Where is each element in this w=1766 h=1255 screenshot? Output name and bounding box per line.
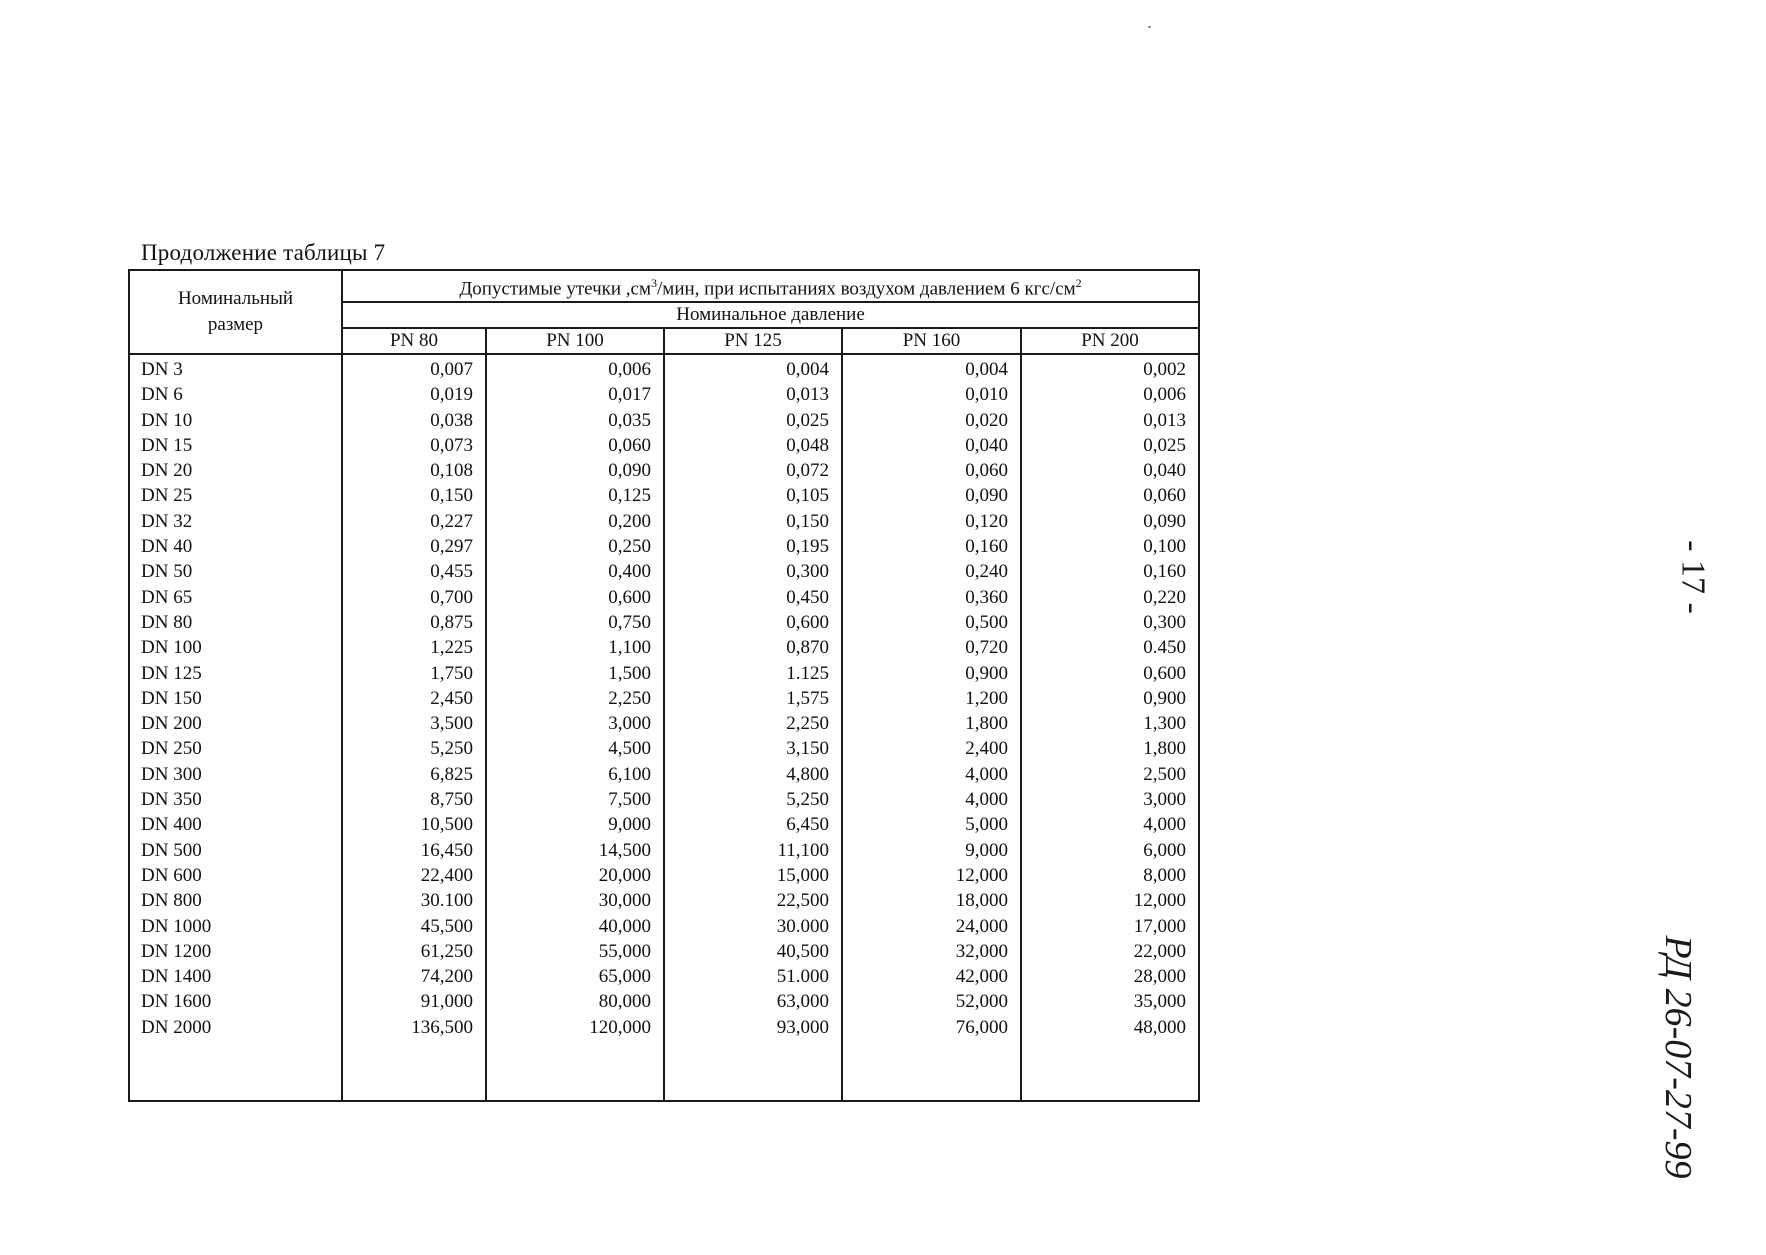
- leakage-value-cell: 0,500: [842, 610, 1021, 635]
- table-row: [129, 383, 1199, 408]
- leakage-value-cell: 1.125: [664, 661, 842, 686]
- nominal-size-cell: DN 25: [129, 484, 342, 509]
- document-code-text: РД 26-07-27-99: [1657, 935, 1699, 1179]
- leakage-value-cell: 0,700: [342, 585, 486, 610]
- leakage-value-cell: 80,000: [486, 990, 664, 1015]
- empty-cell: [129, 1040, 342, 1101]
- leakage-value-cell: 0,007: [342, 354, 486, 382]
- leakage-value-cell: 1,750: [342, 661, 486, 686]
- nominal-size-cell: DN 350: [129, 787, 342, 812]
- leakage-value-cell: 8,000: [1021, 863, 1199, 888]
- leakage-value-cell: 7,500: [486, 787, 664, 812]
- table-row: [129, 762, 1199, 787]
- nominal-size-cell: DN 1400: [129, 964, 342, 989]
- leakage-value-cell: 0,360: [842, 585, 1021, 610]
- table-row: [129, 534, 1199, 559]
- nominal-size-cell: DN 40: [129, 534, 342, 559]
- leakage-value-cell: 0,060: [486, 433, 664, 458]
- nominal-size-cell: DN 65: [129, 585, 342, 610]
- nominal-size-cell: DN 3: [129, 354, 342, 382]
- leakage-value-cell: 0,195: [664, 534, 842, 559]
- leakage-value-cell: 28,000: [1021, 964, 1199, 989]
- leakage-value-cell: 61,250: [342, 939, 486, 964]
- empty-cell: [486, 1040, 664, 1101]
- leakage-value-cell: 0,002: [1021, 354, 1199, 382]
- table-row: [129, 863, 1199, 888]
- leakage-value-cell: 55,000: [486, 939, 664, 964]
- leakage-value-cell: 0,125: [486, 484, 664, 509]
- nominal-size-cell: DN 1200: [129, 939, 342, 964]
- nominal-size-cell: DN 400: [129, 813, 342, 838]
- allowed-leakage-header: [342, 270, 1199, 302]
- leakage-value-cell: 15,000: [664, 863, 842, 888]
- leak-header-prefix: Допустимые утечки ,см: [459, 278, 652, 300]
- table-row: [129, 787, 1199, 812]
- leakage-value-cell: 0,160: [1021, 560, 1199, 585]
- size-header-line-2: размер: [207, 314, 264, 336]
- leakage-value-cell: 35,000: [1021, 990, 1199, 1015]
- column-header-pn: PN 80: [342, 328, 486, 354]
- table-row: [129, 636, 1199, 661]
- leakage-value-cell: 0,090: [486, 459, 664, 484]
- leakage-value-cell: 10,500: [342, 813, 486, 838]
- nominal-size-cell: DN 150: [129, 686, 342, 711]
- leakage-value-cell: 0,297: [342, 534, 486, 559]
- leakage-value-cell: 0,004: [664, 354, 842, 382]
- table-row: [129, 990, 1199, 1015]
- nominal-size-cell: DN 500: [129, 838, 342, 863]
- leakage-value-cell: 0,105: [664, 484, 842, 509]
- table-caption: Продолжение таблицы 7: [141, 240, 386, 265]
- nominal-size-cell: DN 6: [129, 383, 342, 408]
- column-header-pn: PN 100: [486, 328, 664, 354]
- column-header-pn: PN 200: [1021, 328, 1199, 354]
- leakage-value-cell: 3,000: [486, 711, 664, 736]
- nominal-size-cell: DN 2000: [129, 1015, 342, 1040]
- table-row: [129, 914, 1199, 939]
- leakage-value-cell: 0,013: [664, 383, 842, 408]
- leakage-value-cell: 0,090: [842, 484, 1021, 509]
- leakage-value-cell: 93,000: [664, 1015, 842, 1040]
- nominal-size-cell: DN 300: [129, 762, 342, 787]
- leakage-value-cell: 0,040: [1021, 459, 1199, 484]
- leakage-value-cell: 4,000: [842, 787, 1021, 812]
- leakage-value-cell: 0,073: [342, 433, 486, 458]
- leak-header-middle: /мин, при испытаниях воздухом давлением 6 кгс/см: [657, 278, 1076, 300]
- leakage-value-cell: 11,100: [664, 838, 842, 863]
- page-number: [1673, 482, 1713, 672]
- leakage-value-cell: 3,500: [342, 711, 486, 736]
- leakage-value-cell: 0,040: [842, 433, 1021, 458]
- leakage-value-cell: 20,000: [486, 863, 664, 888]
- leakage-value-cell: 0,455: [342, 560, 486, 585]
- leakage-value-cell: 12,000: [842, 863, 1021, 888]
- leakage-value-cell: 0,720: [842, 636, 1021, 661]
- leakage-value-cell: 51.000: [664, 964, 842, 989]
- scan-speck: [1148, 26, 1151, 28]
- leak-header-sup-square: 2: [1075, 276, 1082, 290]
- leakage-value-cell: 1,225: [342, 636, 486, 661]
- leakage-value-cell: 24,000: [842, 914, 1021, 939]
- table-row: [129, 1015, 1199, 1040]
- leakage-value-cell: 5,000: [842, 813, 1021, 838]
- leakage-value-cell: 0,060: [1021, 484, 1199, 509]
- table-row: [129, 813, 1199, 838]
- leakage-value-cell: 0,870: [664, 636, 842, 661]
- table-row: [129, 737, 1199, 762]
- empty-filler-row: [129, 1040, 1199, 1101]
- leakage-value-cell: 0,019: [342, 383, 486, 408]
- leakage-value-cell: 0,006: [1021, 383, 1199, 408]
- leakage-value-cell: 0,600: [486, 585, 664, 610]
- table-row: [129, 838, 1199, 863]
- empty-cell: [842, 1040, 1021, 1101]
- leakage-value-cell: 45,500: [342, 914, 486, 939]
- leakage-value-cell: 0,108: [342, 459, 486, 484]
- nominal-size-cell: DN 32: [129, 509, 342, 534]
- leakage-value-cell: 18,000: [842, 889, 1021, 914]
- leakage-value-cell: 1,800: [1021, 737, 1199, 762]
- leakage-value-cell: 3,150: [664, 737, 842, 762]
- leakage-value-cell: 0.450: [1021, 636, 1199, 661]
- leakage-value-cell: 52,000: [842, 990, 1021, 1015]
- leakage-value-cell: 0,150: [342, 484, 486, 509]
- leakage-value-cell: 0,200: [486, 509, 664, 534]
- leakage-value-cell: 91,000: [342, 990, 486, 1015]
- leakage-value-cell: 0,600: [1021, 661, 1199, 686]
- leakage-value-cell: 2,450: [342, 686, 486, 711]
- leakage-value-cell: 0,227: [342, 509, 486, 534]
- leakage-value-cell: 76,000: [842, 1015, 1021, 1040]
- leakage-value-cell: 5,250: [664, 787, 842, 812]
- page-number-text: - 17 -: [1674, 540, 1712, 614]
- nominal-size-cell: DN 200: [129, 711, 342, 736]
- leakage-value-cell: 0,120: [842, 509, 1021, 534]
- nominal-size-header: [129, 270, 342, 354]
- leakage-value-cell: 0,060: [842, 459, 1021, 484]
- leakage-value-cell: 17,000: [1021, 914, 1199, 939]
- leakage-value-cell: 0,072: [664, 459, 842, 484]
- table-row: [129, 686, 1199, 711]
- nominal-size-cell: DN 15: [129, 433, 342, 458]
- leakage-value-cell: 0,875: [342, 610, 486, 635]
- leakage-value-cell: 0,020: [842, 408, 1021, 433]
- leakage-value-cell: 0,450: [664, 585, 842, 610]
- leakage-value-cell: 22,500: [664, 889, 842, 914]
- leakage-value-cell: 1,575: [664, 686, 842, 711]
- leakage-value-cell: 136,500: [342, 1015, 486, 1040]
- leakage-value-cell: 2,500: [1021, 762, 1199, 787]
- leakage-value-cell: 0,240: [842, 560, 1021, 585]
- table-row: [129, 408, 1199, 433]
- nominal-size-cell: DN 100: [129, 636, 342, 661]
- table-row: [129, 509, 1199, 534]
- empty-cell: [342, 1040, 486, 1101]
- leakage-value-cell: 0,900: [842, 661, 1021, 686]
- leakage-value-cell: 0,013: [1021, 408, 1199, 433]
- leakage-value-cell: 0,017: [486, 383, 664, 408]
- leakage-value-cell: 5,250: [342, 737, 486, 762]
- leakage-value-cell: 1,300: [1021, 711, 1199, 736]
- empty-cell: [664, 1040, 842, 1101]
- leak-header-sup-cube: 3: [651, 276, 658, 290]
- leakage-value-cell: 2,250: [486, 686, 664, 711]
- leakage-value-cell: 42,000: [842, 964, 1021, 989]
- leakage-value-cell: 0,750: [486, 610, 664, 635]
- leakage-value-cell: 0,900: [1021, 686, 1199, 711]
- nominal-size-cell: DN 50: [129, 560, 342, 585]
- leakage-value-cell: 120,000: [486, 1015, 664, 1040]
- nominal-size-cell: DN 125: [129, 661, 342, 686]
- leakage-value-cell: 8,750: [342, 787, 486, 812]
- leakage-value-cell: 1,200: [842, 686, 1021, 711]
- leakage-value-cell: 0,400: [486, 560, 664, 585]
- leakage-value-cell: 1,800: [842, 711, 1021, 736]
- leakage-value-cell: 9,000: [486, 813, 664, 838]
- table-row: [129, 711, 1199, 736]
- leakage-value-cell: 22,000: [1021, 939, 1199, 964]
- leakage-value-cell: 30.100: [342, 889, 486, 914]
- leakage-value-cell: 0,025: [1021, 433, 1199, 458]
- nominal-size-cell: DN 250: [129, 737, 342, 762]
- leakage-value-cell: 0,006: [486, 354, 664, 382]
- leakage-value-cell: 4,800: [664, 762, 842, 787]
- leakage-value-cell: 32,000: [842, 939, 1021, 964]
- size-header-line-1: Номинальный: [177, 288, 294, 310]
- leakage-value-cell: 6,100: [486, 762, 664, 787]
- leakage-value-cell: 63,000: [664, 990, 842, 1015]
- leakage-value-cell: 3,000: [1021, 787, 1199, 812]
- table-row: [129, 939, 1199, 964]
- nominal-size-cell: DN 600: [129, 863, 342, 888]
- leakage-value-cell: 0,010: [842, 383, 1021, 408]
- nominal-size-cell: DN 1600: [129, 990, 342, 1015]
- empty-cell: [1021, 1040, 1199, 1101]
- leakage-value-cell: 0,100: [1021, 534, 1199, 559]
- table-row: [129, 484, 1199, 509]
- leakage-value-cell: 4,500: [486, 737, 664, 762]
- leakage-value-cell: 0,048: [664, 433, 842, 458]
- table-row: [129, 459, 1199, 484]
- leakage-value-cell: 0,004: [842, 354, 1021, 382]
- table-row: [129, 610, 1199, 635]
- table-row: [129, 889, 1199, 914]
- leakage-value-cell: 40,000: [486, 914, 664, 939]
- leakage-value-cell: 9,000: [842, 838, 1021, 863]
- nominal-pressure-header: Номинальное давление: [342, 302, 1199, 328]
- leakage-value-cell: 6,000: [1021, 838, 1199, 863]
- table-row: [129, 585, 1199, 610]
- column-header-pn: PN 160: [842, 328, 1021, 354]
- leakage-table: [128, 269, 1200, 1102]
- leakage-value-cell: 30.000: [664, 914, 842, 939]
- leakage-value-cell: 74,200: [342, 964, 486, 989]
- leakage-value-cell: 6,825: [342, 762, 486, 787]
- leakage-value-cell: 4,000: [1021, 813, 1199, 838]
- leakage-value-cell: 0,250: [486, 534, 664, 559]
- leakage-value-cell: 0,220: [1021, 585, 1199, 610]
- leakage-value-cell: 0,035: [486, 408, 664, 433]
- leakage-value-cell: 1,500: [486, 661, 664, 686]
- leakage-value-cell: 12,000: [1021, 889, 1199, 914]
- leakage-value-cell: 0,150: [664, 509, 842, 534]
- leakage-value-cell: 0,300: [664, 560, 842, 585]
- leakage-value-cell: 1,100: [486, 636, 664, 661]
- nominal-size-cell: DN 800: [129, 889, 342, 914]
- leakage-value-cell: 0,600: [664, 610, 842, 635]
- leakage-value-cell: 22,400: [342, 863, 486, 888]
- table-row: [129, 964, 1199, 989]
- table-row: [129, 354, 1199, 382]
- nominal-size-cell: DN 1000: [129, 914, 342, 939]
- leakage-value-cell: 16,450: [342, 838, 486, 863]
- nominal-size-cell: DN 80: [129, 610, 342, 635]
- leakage-value-cell: 40,500: [664, 939, 842, 964]
- leakage-value-cell: 14,500: [486, 838, 664, 863]
- table-row: [129, 560, 1199, 585]
- leakage-value-cell: 0,025: [664, 408, 842, 433]
- leakage-value-cell: 48,000: [1021, 1015, 1199, 1040]
- column-header-pn: PN 125: [664, 328, 842, 354]
- leakage-value-cell: 0,090: [1021, 509, 1199, 534]
- leakage-value-cell: 0,038: [342, 408, 486, 433]
- leakage-value-cell: 0,300: [1021, 610, 1199, 635]
- nominal-size-cell: DN 10: [129, 408, 342, 433]
- table-row: [129, 433, 1199, 458]
- leakage-value-cell: 2,400: [842, 737, 1021, 762]
- leakage-value-cell: 30,000: [486, 889, 664, 914]
- leakage-value-cell: 2,250: [664, 711, 842, 736]
- leakage-value-cell: 4,000: [842, 762, 1021, 787]
- document-code: [1648, 900, 1708, 1215]
- leakage-value-cell: 0,160: [842, 534, 1021, 559]
- table-row: [129, 661, 1199, 686]
- leakage-value-cell: 65,000: [486, 964, 664, 989]
- leakage-value-cell: 6,450: [664, 813, 842, 838]
- table-body: [129, 354, 1199, 1101]
- nominal-size-cell: DN 20: [129, 459, 342, 484]
